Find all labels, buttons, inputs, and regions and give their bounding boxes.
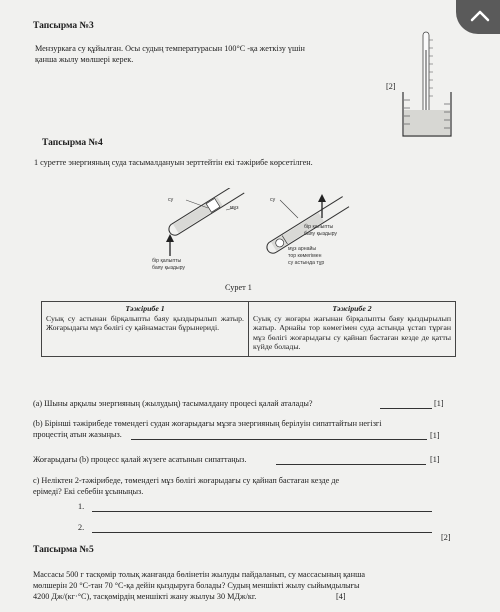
task5-line2: мөлшерін 20 °С-тан 70 °С-қа дейін қыздыруға болады? Судың меншікті жылу сыйымдылығы — [33, 581, 360, 590]
task5-marks: [4] — [336, 592, 346, 601]
right-heat-label-2: баяу қыздыру — [304, 231, 338, 237]
question-b-line2: процестің атын жазыңыз. — [33, 430, 122, 439]
question-b-marks: [1] — [430, 431, 440, 440]
task4-intro: 1 суретте энергияның суда тасымалдануын зерттейтін екі тәжірибе көрсетілген. — [34, 158, 313, 167]
right-water-label: су — [270, 197, 276, 203]
question-a: (a) Шыны арқылы энергияның (жылудың) тасымалдану процесі қалай аталады? — [33, 399, 313, 408]
experiments-table — [41, 301, 456, 357]
scroll-up-button[interactable] — [456, 0, 500, 34]
answer-line-c1[interactable] — [92, 511, 432, 512]
beaker-thermometer-figure — [396, 30, 458, 142]
figure-caption: Сурет 1 — [225, 283, 252, 292]
left-heat-label-2: баяу қыздыру — [152, 265, 186, 271]
question-b2-marks: [1] — [430, 455, 440, 464]
task3-title: Тапсырма №3 — [33, 21, 94, 31]
question-b-line1: (b) Бірінші тәжірибеде төмендегі судан жоғарыдағы мұзға энергияның берілуін сипаттайтын негізгі — [33, 419, 382, 428]
answer-line-c2[interactable] — [92, 532, 432, 533]
right-note-label-1: мұз арнайы — [288, 246, 317, 252]
question-c-line1: c) Неліктен 2-тәжірибеде, төмендегі мұз бөлігі жоғарыдағы су қайнап бастаған кезде де — [33, 476, 340, 485]
left-ice-label: мұз — [230, 205, 239, 211]
task3-marks: [2] — [386, 82, 396, 91]
right-note-label-2: тор көмегімен — [288, 253, 322, 259]
left-heat-label-1: бір қалыпты — [152, 258, 182, 264]
experiment1-cell — [42, 302, 249, 357]
right-note-label-3: су астында тұр — [288, 260, 325, 266]
task5-title: Тапсырма №5 — [33, 545, 94, 555]
task5-line1: Массасы 500 г тасқөмір толық жанғанда бөлінетін жылуды пайдаланып, су массасының қанша — [33, 570, 366, 579]
experiment1-header: Тәжірибе 1 — [125, 304, 165, 313]
experiment2-header: Тәжірибе 2 — [332, 304, 372, 313]
task3-text-line1: Мензуркаға су құйылған. Осы судың температурасын 100°С -қа жеткізу үшін — [35, 44, 305, 53]
answer-line-b[interactable] — [131, 439, 427, 440]
question-b2: Жоғарыдағы (b) процесс қалай жүзеге асатынын сипаттаңыз. — [33, 455, 247, 464]
left-water-label: су — [168, 197, 174, 203]
question-a-marks: [1] — [434, 399, 444, 408]
answer-line-a[interactable] — [380, 408, 432, 409]
answer-2-label: 2. — [78, 523, 85, 532]
task3-text-line2: қанша жылу мөлшері керек. — [35, 55, 134, 64]
answer-1-label: 1. — [78, 502, 85, 511]
answer-line-b2[interactable] — [276, 464, 426, 465]
experiment2-cell — [249, 302, 456, 357]
chevron-up-icon — [456, 0, 500, 34]
task5-line3: 4200 Дж/(кг·°С), тасқөмірдің меншікті жану жылуы 30 МДж/кг. — [33, 592, 257, 601]
task4-title: Тапсырма №4 — [42, 138, 103, 148]
experiment2-text: Суық су жоғары жағынан бірқалыпты баяу қыздырылып жатыр. Арнайы тор көмегімен суда астында ұстап тұрған мұз бөлігі жоғарыдағы су қайнап бастаған кезде де қатты күйде болады. — [253, 313, 451, 352]
experiment1-text: Суық су астынан бірқалыпты баяу қыздырылып жатыр. Жоғарыдағы мұз бөлігі су қайнамастан бұрынериді. — [46, 313, 244, 333]
question-c-line2: ерімеді? Екі себебін ұсыныңыз. — [33, 487, 144, 496]
question-c-marks: [2] — [441, 533, 451, 542]
right-heat-label-1: бір қалыпты — [304, 224, 334, 230]
